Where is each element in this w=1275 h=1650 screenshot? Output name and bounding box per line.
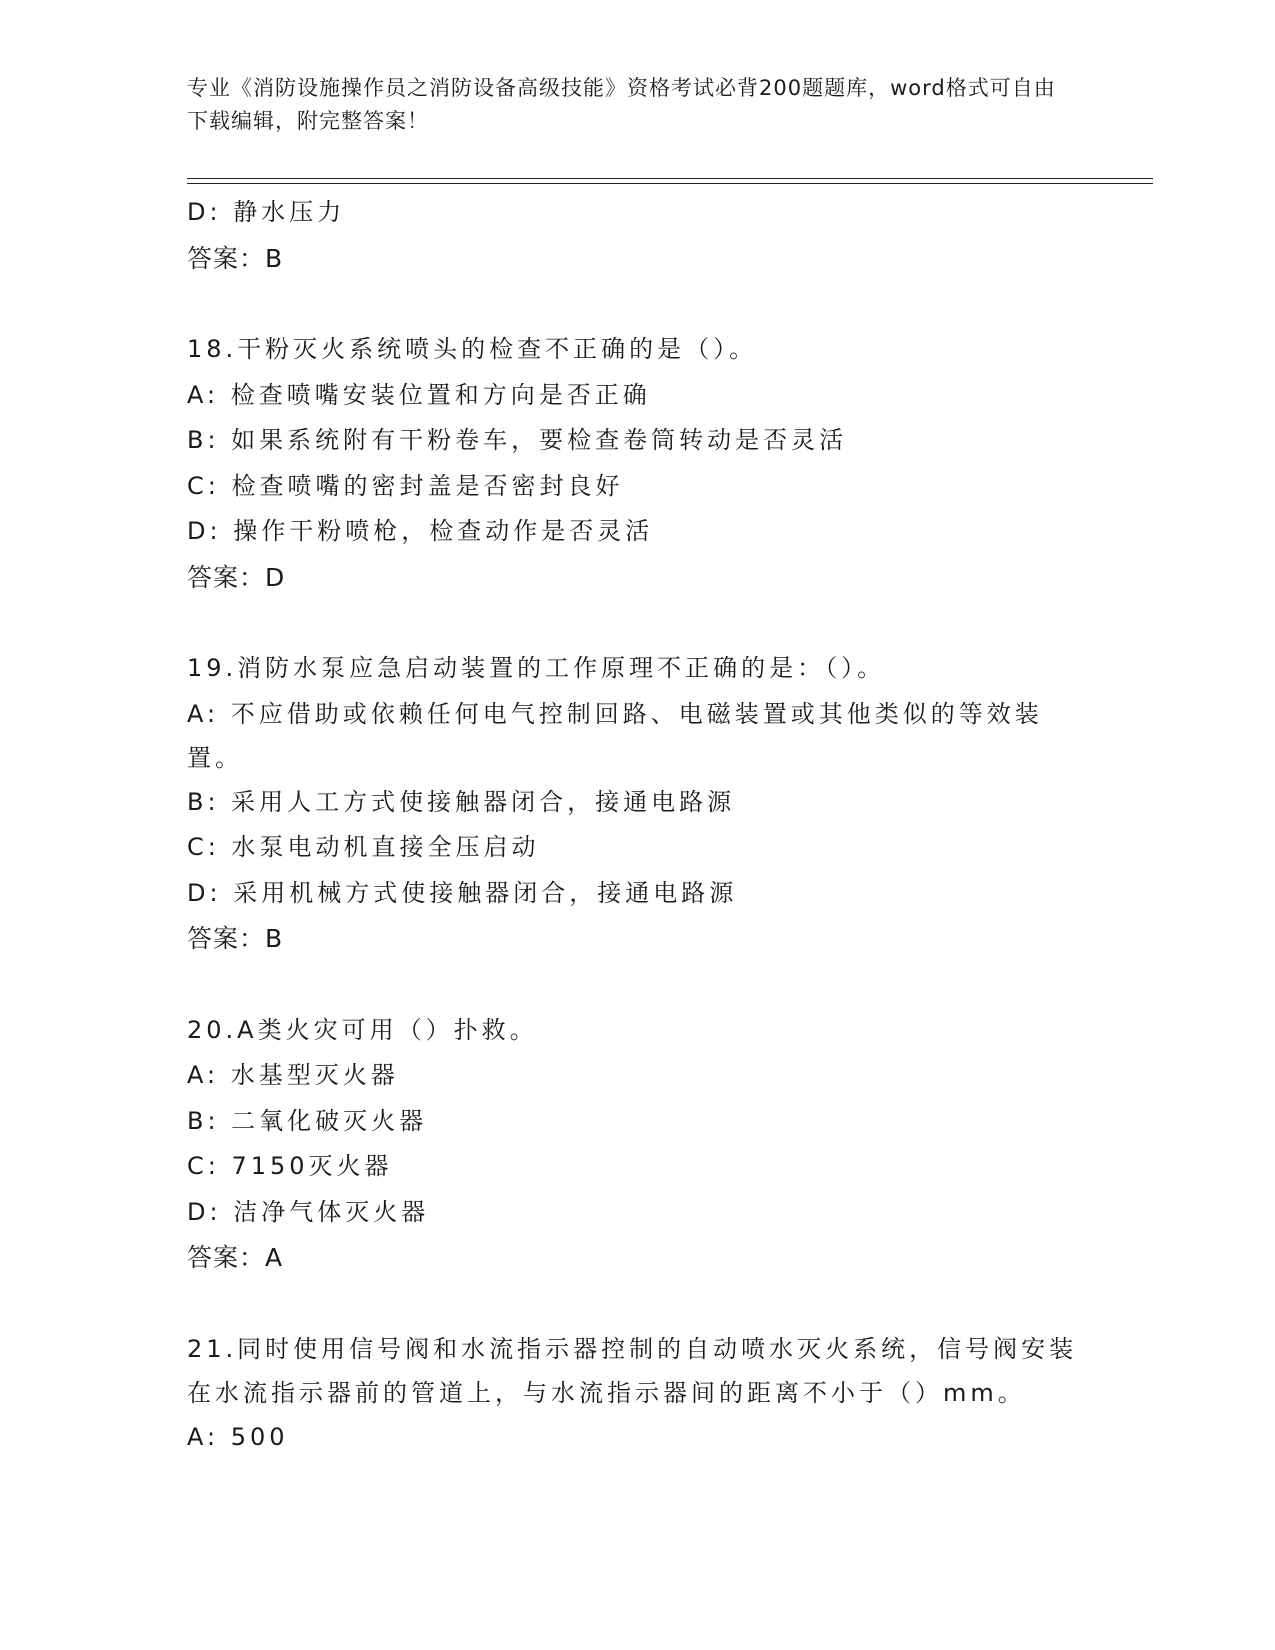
answer: 答案：B (187, 924, 284, 953)
answer: 答案：A (187, 1243, 284, 1272)
question-19: 19.消防水泵应急启动装置的工作原理不正确的是：（）。 (187, 654, 886, 682)
option-b: B: 如果系统附有干粉卷车，要检查卷筒转动是否灵活 (187, 426, 848, 454)
option-d: D: 静水压力 (187, 198, 346, 226)
option-a: A: 检查喷嘴安装位置和方向是否正确 (187, 380, 651, 409)
option-c: C: 检查喷嘴的密封盖是否密封良好 (187, 471, 624, 500)
option-b: B: 采用人工方式使接触器闭合，接通电路源 (187, 787, 736, 816)
answer: 答案：B (187, 243, 284, 273)
answer: 答案：D (187, 562, 286, 592)
page-header: 专业《消防设施操作员之消防设备高级技能》资格考试必背200题题库，word格式可自由下载编辑，附完整答案！ (187, 76, 1056, 133)
option-a: A: 水基型灭火器 (187, 1061, 399, 1089)
option-d: D: 采用机械方式使接触器闭合，接通电路源 (187, 878, 738, 907)
option-a: A: 不应借助或依赖任何电气控制回路、电磁装置或其他类似的等效装置。 (187, 699, 1043, 772)
option-c: C: 7150灭火器 (187, 1152, 393, 1180)
question-content (187, 190, 1087, 1460)
option-d: D: 操作干粉喷枪，检查动作是否灵活 (187, 517, 654, 545)
header-divider-bottom (187, 183, 1153, 184)
option-d: D: 洁净气体灭火器 (187, 1197, 430, 1226)
option-b: B: 二氧化破灭火器 (187, 1106, 428, 1135)
question-18: 18.干粉灭火系统喷头的检查不正确的是（）。 (187, 335, 758, 363)
question-20: 20.A类火灾可用（）扑救。 (187, 1015, 538, 1044)
question-21: 21.同时使用信号阀和水流指示器控制的自动喷水灭火系统，信号阀安装在水流指示器前的管道上，与水流指示器间的距离不小于（）mm。 (187, 1334, 1078, 1407)
option-a: A: 500 (187, 1422, 289, 1451)
option-c: C: 水泵电动机直接全压启动 (187, 833, 540, 861)
header-divider-top (187, 178, 1153, 179)
